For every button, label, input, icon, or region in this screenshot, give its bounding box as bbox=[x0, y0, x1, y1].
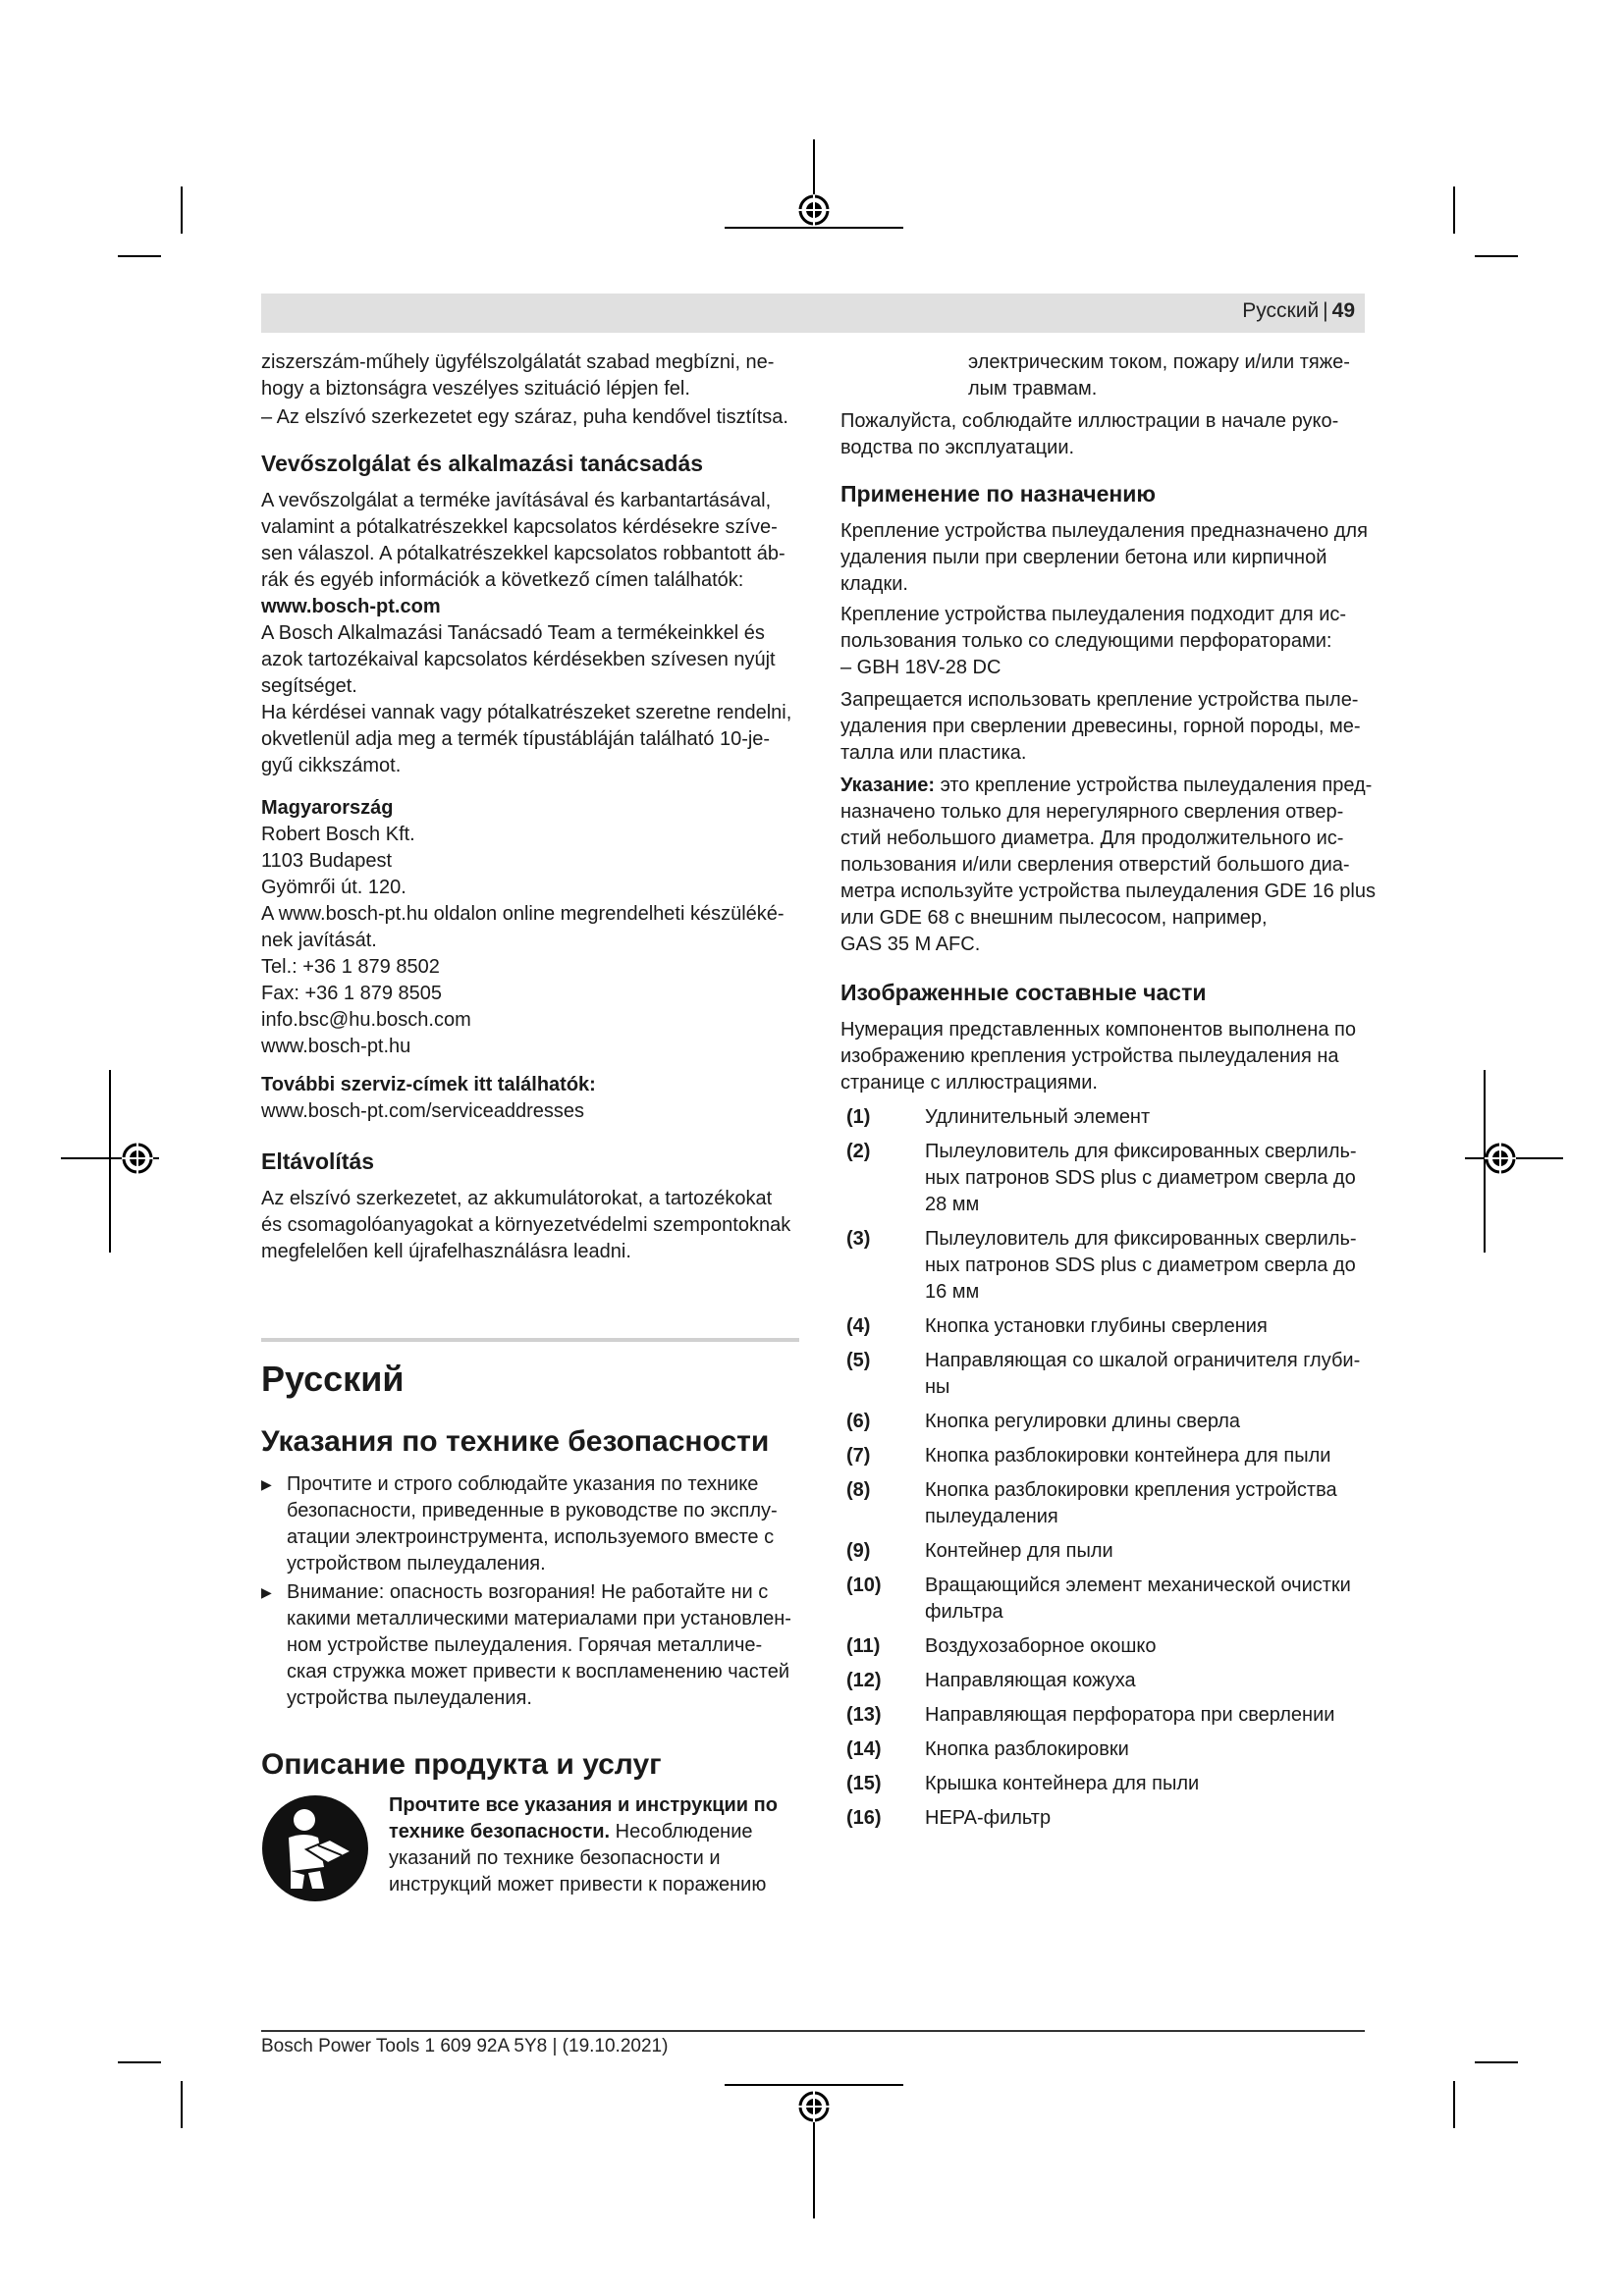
text-line: пользования и/или сверления отверстий большого диа- bbox=[840, 854, 1350, 876]
part-number: (15) bbox=[846, 1773, 882, 1794]
text-line: устройства пылеудаления. bbox=[287, 1687, 532, 1709]
text-line: указаний по технике безопасности и bbox=[389, 1847, 721, 1869]
product-heading: Описание продукта и услуг bbox=[261, 1748, 662, 1781]
text-line: какими металлическими материалами при установлен- bbox=[287, 1608, 791, 1629]
part-item bbox=[840, 1313, 1377, 1340]
cleaning-note: – Az elszívó szerkezetet egy száraz, puha kendővel tisztítsa. bbox=[261, 406, 788, 428]
address-block bbox=[261, 822, 799, 1060]
part-item bbox=[840, 1104, 1377, 1131]
page-label bbox=[1242, 299, 1355, 323]
text-line: Fax: +36 1 879 8505 bbox=[261, 983, 443, 1004]
text-line: или GDE 68 с внешним пылесосом, например, bbox=[840, 907, 1268, 929]
part-item bbox=[840, 1139, 1377, 1218]
safety-bullet bbox=[261, 1579, 799, 1712]
part-number: (12) bbox=[846, 1670, 882, 1691]
part-label: пылеудаления bbox=[925, 1506, 1058, 1527]
text-line: megfelelően kell újrafelhasználásra leadni. bbox=[261, 1241, 631, 1262]
text-line: талла или пластика. bbox=[840, 742, 1027, 764]
part-label: Направляющая перфоратора при сверлении bbox=[925, 1704, 1335, 1726]
section-heading: Vevőszolgálat és alkalmazási tanácsadás bbox=[261, 451, 704, 476]
part-label: 28 мм bbox=[925, 1194, 980, 1215]
email-link[interactable]: info.bsc@hu.bosch.com bbox=[261, 1009, 471, 1031]
crop-mark bbox=[1453, 2081, 1455, 2128]
text-line: nek javítását. bbox=[261, 930, 377, 951]
warning-continuation bbox=[840, 349, 1377, 402]
registration-mark-icon bbox=[725, 139, 903, 287]
parts-list bbox=[840, 1104, 1377, 1832]
text-line: és csomagolóanyagokat a környezetvédelmi szempontoknak bbox=[261, 1214, 791, 1236]
text-line: GAS 35 M AFC. bbox=[840, 934, 981, 955]
text-line: удаления пыли при сверлении бетона или кирпичной bbox=[840, 547, 1327, 568]
left-column bbox=[261, 349, 799, 1900]
section-heading: Изображенные составные части bbox=[840, 980, 1207, 1005]
text-line: технике безопасности. bbox=[389, 1821, 611, 1842]
part-label: Кнопка регулировки длины сверла bbox=[925, 1411, 1241, 1432]
part-label: 16 мм bbox=[925, 1281, 980, 1303]
text-line: azok tartozékaival kapcsolatos kérdésekben szívesen nyújt bbox=[261, 649, 776, 670]
text-line: okvetlenül adja meg a termék típustábláján található 10-je- bbox=[261, 728, 771, 750]
text-line: sen válaszol. A pótalkatrészekkel kapcsolatos robbantott áb- bbox=[261, 543, 785, 564]
part-number: (3) bbox=[846, 1228, 871, 1250]
text-line: безопасности, приведенные в руководстве по эксплу- bbox=[287, 1500, 778, 1522]
part-item bbox=[840, 1736, 1377, 1763]
language-title: Русский bbox=[261, 1359, 405, 1399]
service-link[interactable]: www.bosch-pt.com bbox=[261, 596, 441, 617]
part-label: Воздухозаборное окошко bbox=[925, 1635, 1157, 1657]
running-header bbox=[261, 294, 1365, 333]
text-line: Прочтите все указания и инструкции по bbox=[389, 1794, 778, 1816]
text-line: segítséget. bbox=[261, 675, 357, 697]
paragraph bbox=[840, 602, 1377, 681]
part-label: Направляющая кожуха bbox=[925, 1670, 1136, 1691]
part-label: Вращающийся элемент механической очистки bbox=[925, 1575, 1351, 1596]
part-label: ны bbox=[925, 1376, 950, 1398]
part-number: (5) bbox=[846, 1350, 871, 1371]
part-number: (16) bbox=[846, 1807, 882, 1829]
text-line: кладки. bbox=[840, 573, 908, 595]
part-item bbox=[840, 1573, 1377, 1626]
part-label: HEPA-фильтр bbox=[925, 1807, 1052, 1829]
crop-mark bbox=[181, 2081, 183, 2128]
paragraph bbox=[261, 1186, 799, 1265]
part-number: (10) bbox=[846, 1575, 882, 1596]
part-number: (11) bbox=[846, 1635, 881, 1657]
section-heading: Eltávolítás bbox=[261, 1148, 375, 1174]
text-line: Запрещается использовать крепление устройства пыле- bbox=[840, 689, 1359, 711]
text-line: пользования только со следующими перфораторами: bbox=[840, 630, 1332, 652]
paragraph bbox=[840, 687, 1377, 767]
part-item bbox=[840, 1477, 1377, 1530]
text-line: Пожалуйста, соблюдайте иллюстрации в начале руко- bbox=[840, 410, 1339, 432]
text-line: Крепление устройства пылеудаления предназначено для bbox=[840, 520, 1368, 542]
part-number: (2) bbox=[846, 1141, 871, 1162]
registration-mark-icon bbox=[61, 1070, 159, 1253]
part-label: Пылеуловитель для фиксированных сверлиль- bbox=[925, 1141, 1357, 1162]
section-heading: Применение по назначению bbox=[840, 481, 1157, 507]
text-line: электрическим током, пожару и/или тяже- bbox=[968, 351, 1350, 373]
text-line: Gyömrői út. 120. bbox=[261, 877, 406, 898]
part-item bbox=[840, 1805, 1377, 1832]
text-line: rák és egyéb információk a következő címen találhatók: bbox=[261, 569, 744, 591]
part-item bbox=[840, 1409, 1377, 1435]
address-heading: Magyarország bbox=[261, 797, 394, 819]
text-line: изображению крепления устройства пылеудаления на bbox=[840, 1045, 1339, 1067]
crop-mark bbox=[118, 2061, 161, 2063]
text-line: удаления при сверлении древесины, горной породы, ме- bbox=[840, 716, 1361, 737]
registration-mark-icon bbox=[1465, 1070, 1563, 1253]
paragraph bbox=[840, 1017, 1377, 1096]
text-line: Внимание: опасность возгорания! Не работайте ни с bbox=[287, 1581, 769, 1603]
bullet-triangle-icon: ▶ bbox=[261, 1584, 272, 1600]
text-line: это крепление устройства пылеудаления пред- bbox=[940, 774, 1373, 796]
note-label: Указание: bbox=[840, 774, 936, 796]
part-label: Кнопка установки глубины сверления bbox=[925, 1315, 1268, 1337]
text-line: valamint a pótalkatrészekkel kapcsolatos kérdésekre szíve- bbox=[261, 516, 778, 538]
text-line: атации электроинструмента, используемого вместе с bbox=[287, 1526, 775, 1548]
text-line: водства по эксплуатации. bbox=[840, 437, 1075, 458]
text-line: инструкций может привести к поражению bbox=[389, 1874, 767, 1896]
warning-block bbox=[261, 1792, 799, 1900]
text-line: gyű cikkszámot. bbox=[261, 755, 402, 776]
text-line: Несоблюдение bbox=[615, 1821, 753, 1842]
text-line: hogy a biztonságra veszélyes szituáció lépjen fel. bbox=[261, 378, 690, 400]
part-item bbox=[840, 1702, 1377, 1729]
part-item bbox=[840, 1538, 1377, 1565]
text-line: A www.bosch-pt.hu oldalon online megrendelheti készüléké- bbox=[261, 903, 785, 925]
text-line: лым травмам. bbox=[968, 378, 1098, 400]
part-label: фильтра bbox=[925, 1601, 1003, 1623]
more-addresses-link[interactable]: www.bosch-pt.com/serviceaddresses bbox=[261, 1100, 585, 1122]
part-label: Удлинительный элемент bbox=[925, 1106, 1151, 1128]
text-line: 1103 Budapest bbox=[261, 850, 393, 872]
text-line: ская стружка может привести к воспламенению частей bbox=[287, 1661, 790, 1682]
bullet-triangle-icon: ▶ bbox=[261, 1476, 272, 1492]
text-line: метра используйте устройства пылеудаления GDE 16 plus bbox=[840, 881, 1376, 902]
text-line: странице с иллюстрациями. bbox=[840, 1072, 1098, 1094]
text-line: Tel.: +36 1 879 8502 bbox=[261, 956, 440, 978]
text-line: Нумерация представленных компонентов выполнена по bbox=[840, 1019, 1356, 1041]
footer-text: Bosch Power Tools 1 609 92A 5Y8 | (19.10.2021) bbox=[261, 2036, 669, 2056]
more-addresses-heading: További szerviz-címek itt találhatók: bbox=[261, 1074, 596, 1095]
paragraph bbox=[261, 488, 799, 779]
part-number: (9) bbox=[846, 1540, 871, 1562]
part-item bbox=[840, 1443, 1377, 1469]
paragraph bbox=[261, 349, 799, 402]
text-line: устройством пылеудаления. bbox=[287, 1553, 546, 1575]
text-line: Robert Bosch Kft. bbox=[261, 824, 415, 845]
part-label: ных патронов SDS plus с диаметром сверла до bbox=[925, 1255, 1356, 1276]
part-item bbox=[840, 1771, 1377, 1797]
text-line: A vevőszolgálat a terméke javításával és karbantartásával, bbox=[261, 490, 772, 511]
text-line: ziszerszám-műhely ügyfélszolgálatát szabad megbízni, ne- bbox=[261, 351, 775, 373]
part-number: (13) bbox=[846, 1704, 882, 1726]
part-label: Крышка контейнера для пыли bbox=[925, 1773, 1200, 1794]
safety-bullet bbox=[261, 1471, 799, 1577]
text-line: Az elszívó szerkezetet, az akkumulátorokat, a tartozékokat bbox=[261, 1188, 773, 1209]
paragraph bbox=[840, 408, 1377, 461]
part-label: Кнопка разблокировки крепления устройства bbox=[925, 1479, 1337, 1501]
text-line: ном устройстве пылеудаления. Горячая металличе- bbox=[287, 1634, 763, 1656]
part-label: Контейнер для пыли bbox=[925, 1540, 1113, 1562]
part-label: Пылеуловитель для фиксированных сверлиль- bbox=[925, 1228, 1357, 1250]
crop-mark bbox=[181, 187, 183, 234]
text-line: стий небольшого диаметра. Для продолжительного ис- bbox=[840, 828, 1344, 849]
read-manual-icon bbox=[261, 1794, 369, 1902]
text-line: Крепление устройства пылеудаления подходит для ис- bbox=[840, 604, 1347, 625]
part-number: (4) bbox=[846, 1315, 871, 1337]
crop-mark bbox=[1475, 2061, 1518, 2063]
part-label: Направляющая со шкалой ограничителя глуби- bbox=[925, 1350, 1361, 1371]
part-number: (14) bbox=[846, 1738, 882, 1760]
registration-mark-icon bbox=[725, 2071, 903, 2218]
footer-rule bbox=[261, 2030, 1365, 2032]
part-item bbox=[840, 1348, 1377, 1401]
part-label: Кнопка разблокировки bbox=[925, 1738, 1129, 1760]
safety-heading: Указания по технике безопасности bbox=[261, 1425, 770, 1458]
text-line: Прочтите и строго соблюдайте указания по технике bbox=[287, 1473, 759, 1495]
text-line: A Bosch Alkalmazási Tanácsadó Team a termékeinkkel és bbox=[261, 622, 765, 644]
crop-mark bbox=[1453, 187, 1455, 234]
paragraph bbox=[840, 518, 1377, 598]
right-column bbox=[840, 349, 1377, 1840]
text-line: Ha kérdései vannak vagy pótalkatrészeket szeretne rendelni, bbox=[261, 702, 792, 723]
part-item bbox=[840, 1633, 1377, 1660]
crop-mark bbox=[1475, 255, 1518, 257]
page-number: 49 bbox=[1331, 299, 1355, 322]
crop-mark bbox=[118, 255, 161, 257]
part-item bbox=[840, 1668, 1377, 1694]
header-language: Русский bbox=[1242, 299, 1320, 322]
website-link[interactable]: www.bosch-pt.hu bbox=[261, 1036, 411, 1057]
part-label: ных патронов SDS plus с диаметром сверла до bbox=[925, 1167, 1356, 1189]
text-line: – GBH 18V-28 DC bbox=[840, 657, 1001, 678]
part-label: Кнопка разблокировки контейнера для пыли bbox=[925, 1445, 1331, 1467]
part-number: (1) bbox=[846, 1106, 871, 1128]
part-number: (6) bbox=[846, 1411, 871, 1432]
part-item bbox=[840, 1226, 1377, 1306]
part-number: (7) bbox=[846, 1445, 871, 1467]
header-separator: | bbox=[1323, 299, 1328, 322]
note-paragraph bbox=[840, 773, 1377, 958]
text-line: назначено только для нерегулярного сверления отвер- bbox=[840, 801, 1344, 823]
part-number: (8) bbox=[846, 1479, 871, 1501]
